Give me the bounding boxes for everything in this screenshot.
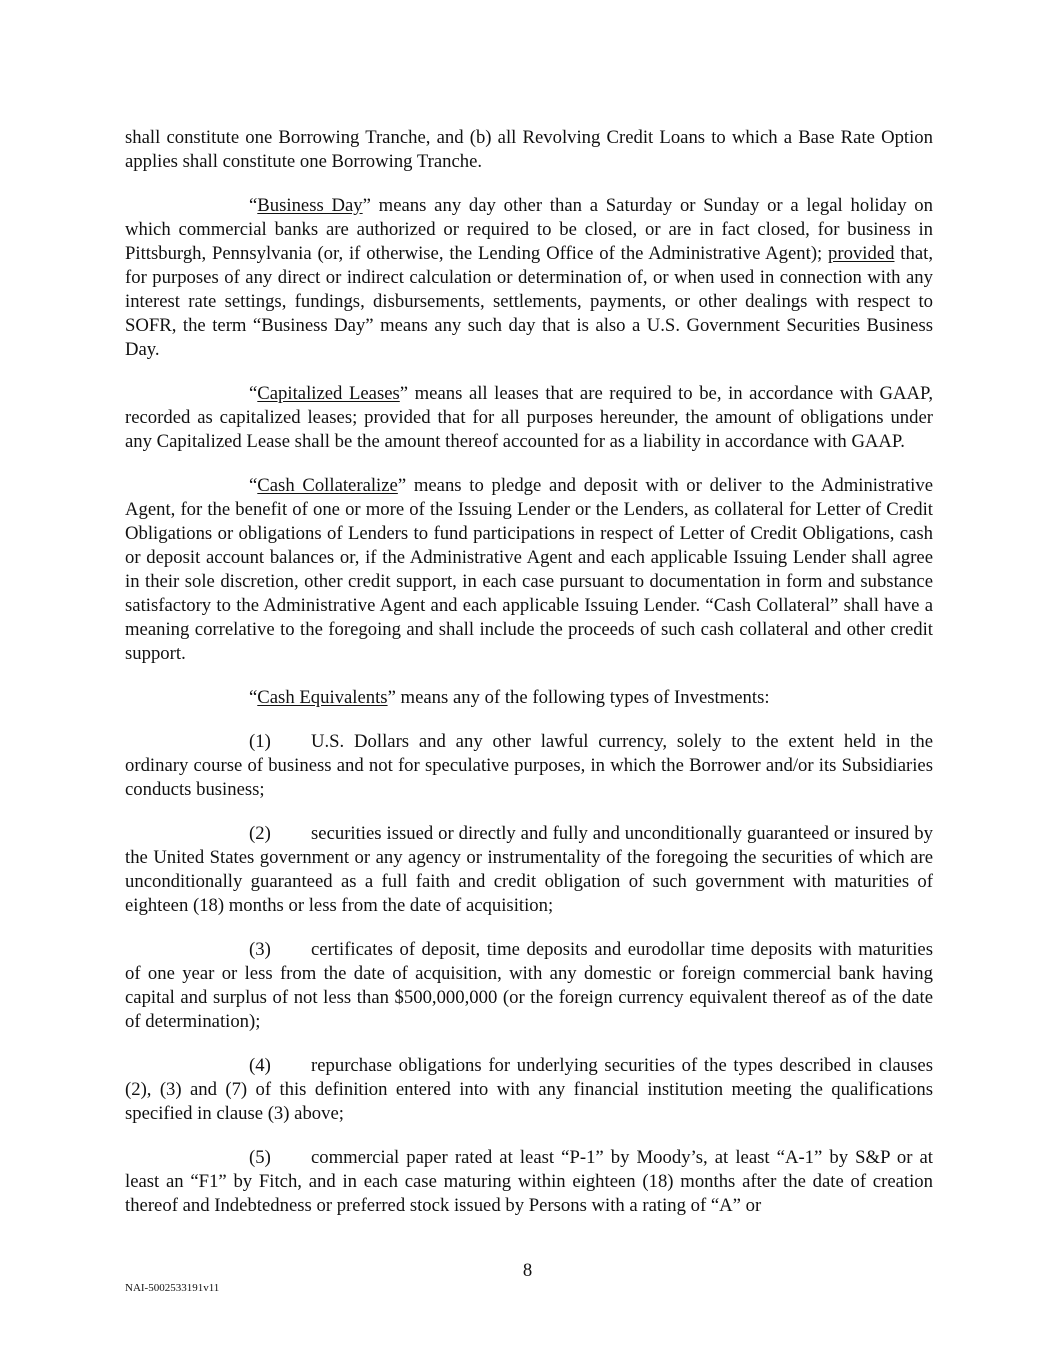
clause-text: commercial paper rated at least “P-1” by Moody’s, at least “A-1” by S&P or at least an “F1” by Fitch, and in each case maturing within eighteen (18) months after the date of creation thereof and Indebtedness or preferred stock issued by Persons with a rating of “A” or (125, 1147, 933, 1216)
provided-term: provided (828, 243, 895, 264)
definition-text: ” means any of the following types of Investments: (387, 687, 770, 708)
clause-number: (3) (249, 939, 271, 960)
clause-number: (1) (249, 731, 271, 752)
definition-business-day (125, 194, 933, 362)
open-quote: “ (249, 687, 258, 708)
clause-text: securities issued or directly and fully and unconditionally guaranteed or insured by the United States government or any agency or instrumentality of the foregoing the securities of which are unconditionally guaranteed as a full faith and credit obligation of such government with maturities of eighteen (18) months or less from the date of acquisition; (125, 823, 933, 916)
defined-term-business-day: Business Day (257, 195, 363, 216)
open-quote: “ (249, 195, 258, 216)
defined-term-cash-collateralize: Cash Collateralize (257, 475, 398, 496)
definition-capitalized-leases (125, 382, 933, 454)
paragraph-borrowing-tranche-continuation (125, 126, 933, 174)
clause-5 (125, 1146, 933, 1218)
clause-3 (125, 938, 933, 1034)
clause-2 (125, 822, 933, 918)
open-quote: “ (249, 383, 258, 404)
definition-cash-equivalents (125, 686, 933, 710)
open-quote: “ (249, 475, 258, 496)
definition-text: ” means to pledge and deposit with or deliver to the Administrative Agent, for the benefit of one or more of the Issuing Lender or the Lenders, as collateral for Letter of Credit Obligations or obligations of Lenders to fund participations in respect of Letter of Credit Obligations, cash or deposit account balances or, if the Administrative Agent and each applicable Issuing Lender shall agree in their sole discretion, other credit support, in each case pursuant to documentation in form and substance satisfactory to the Administrative Agent and each applicable Issuing Lender. “Cash Collateral” shall have a meaning correlative to the foregoing and shall include the proceeds of such cash collateral and other credit support. (125, 475, 933, 664)
definition-text: ” means any day other than a Saturday or Sunday or a legal holiday on which commercial banks are authorized or required to be closed, or are in fact closed, for business in Pittsburgh, Pennsylvania (or, if otherwise, the Lending Office of the Administrative Agent); (125, 195, 933, 264)
definition-text: that, for purposes of any direct or indirect calculation or determination of, or when used in connection with any interest rate settings, fundings, disbursements, settlements, payments, or other dealings with respect to SOFR, the term “Business Day” means any such day that is also a U.S. Government Securities Business Day. (125, 243, 933, 360)
clause-4 (125, 1054, 933, 1126)
clause-number: (5) (249, 1147, 271, 1168)
definition-cash-collateralize (125, 474, 933, 666)
document-body (125, 126, 933, 1238)
defined-term-capitalized-leases: Capitalized Leases (257, 383, 400, 404)
page-number: 8 (522, 1260, 533, 1281)
document-id: NAI-5002533191v11 (125, 1282, 220, 1294)
clause-1 (125, 730, 933, 802)
paragraph-text: shall constitute one Borrowing Tranche, and (b) all Revolving Credit Loans to which a Base Rate Option applies shall constitute one Borrowing Tranche. (125, 127, 933, 172)
definition-text: ” means all leases that are required to be, in accordance with GAAP, recorded as capitalized leases; provided that for all purposes hereunder, the amount of obligations under any Capitalized Lease shall be the amount thereof accounted for as a liability in accordance with GAAP. (125, 383, 933, 452)
clause-text: repurchase obligations for underlying securities of the types described in clauses (2), (3) and (7) of this definition entered into with any financial institution meeting the qualifications specified in clause (3) above; (125, 1055, 933, 1124)
clause-text: U.S. Dollars and any other lawful currency, solely to the extent held in the ordinary course of business and not for speculative purposes, in which the Borrower and/or its Subsidiaries conducts business; (125, 731, 933, 800)
clause-number: (2) (249, 823, 271, 844)
clause-number: (4) (249, 1055, 271, 1076)
defined-term-cash-equivalents: Cash Equivalents (257, 687, 388, 708)
clause-text: certificates of deposit, time deposits and eurodollar time deposits with maturities of one year or less from the date of acquisition, with any domestic or foreign commercial bank having capital and surplus of not less than $500,000,000 (or the foreign currency equivalent thereof as of the date of determination); (125, 939, 933, 1032)
